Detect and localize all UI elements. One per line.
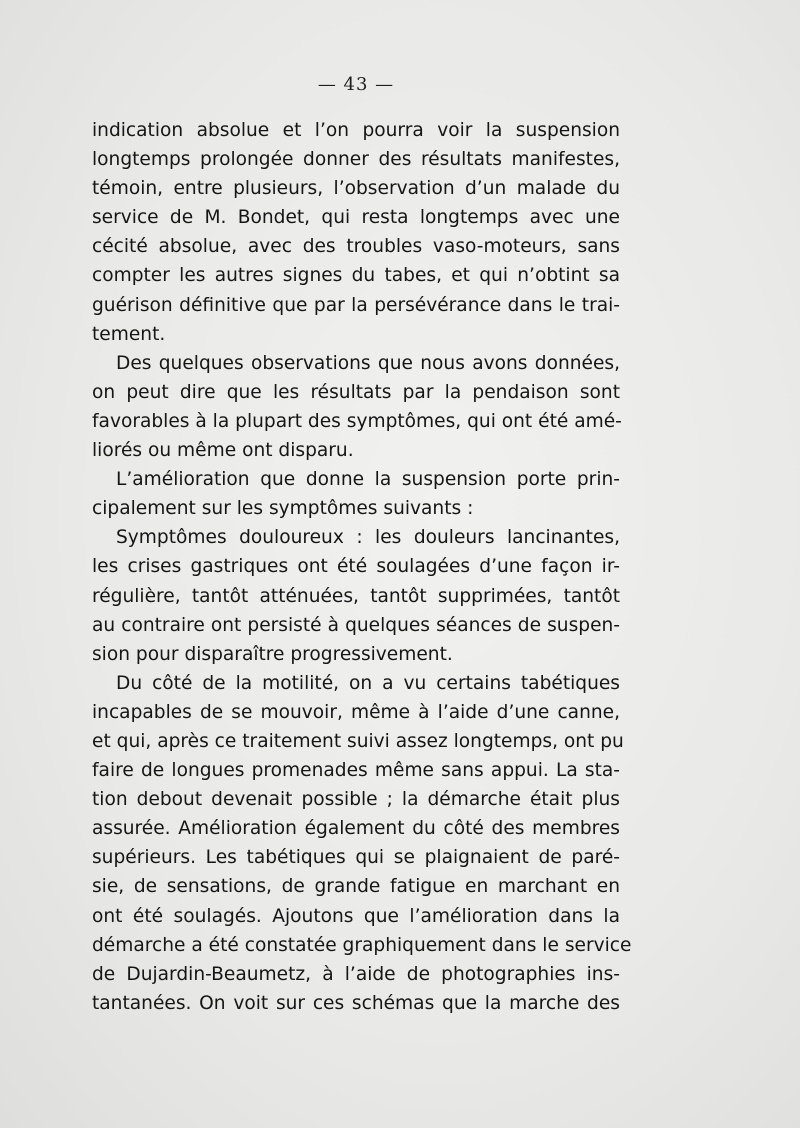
text-line: et qui, après ce traitement suivi assez longtemps, ont pu bbox=[92, 730, 624, 752]
text-line: service de M. Bondet, qui resta longtemps avec une bbox=[92, 207, 620, 229]
text-line: cipalement sur les symptômes suivants : bbox=[92, 498, 474, 520]
text-line: sie, de sensations, de grande fatigue en marchant en bbox=[92, 876, 620, 898]
text-line: témoin, entre plusieurs, l’observation d’un malade du bbox=[92, 178, 620, 200]
text-line: favorables à la plupart des symptômes, qui ont été amé- bbox=[92, 410, 622, 432]
text-line: les crises gastriques ont été soulagées d’une façon ir- bbox=[92, 556, 620, 578]
text-line: Symptômes douloureux : les douleurs lancinantes, bbox=[116, 527, 620, 549]
text-line: incapables de se mouvoir, même à l’aide d’une canne, bbox=[92, 701, 620, 723]
text-line: on peut dire que les résultats par la pendaison sont bbox=[92, 381, 620, 403]
text-line: de Dujardin-Beaumetz, à l’aide de photographies ins- bbox=[92, 963, 620, 985]
text-line: sion pour disparaître progressivement. bbox=[92, 643, 453, 665]
text-line: faire de longues promenades même sans appui. La sta- bbox=[92, 760, 620, 782]
text-line: cécité absolue, avec des troubles vaso-moteurs, sans bbox=[92, 236, 620, 258]
body-text bbox=[92, 116, 632, 1018]
text-line: tantanées. On voit sur ces schémas que la marche des bbox=[92, 992, 620, 1014]
text-line: Du côté de la motilité, on a vu certains tabétiques bbox=[116, 672, 620, 694]
text-line: liorés ou même ont disparu. bbox=[92, 440, 354, 462]
text-line: L’amélioration que donne la suspension porte prin- bbox=[116, 469, 620, 491]
page-number: — 43 — bbox=[317, 74, 395, 95]
text-line: ont été soulagés. Ajoutons que l’amélioration dans la bbox=[92, 905, 620, 927]
text-line: Des quelques observations que nous avons données, bbox=[116, 352, 620, 374]
text-line: supérieurs. Les tabétiques qui se plaignaient de paré- bbox=[92, 847, 620, 869]
text-line: assurée. Amélioration également du côté des membres bbox=[92, 818, 620, 840]
text-line: démarche a été constatée graphiquement dans le service bbox=[92, 934, 632, 956]
text-line: régulière, tantôt atténuées, tantôt supprimées, tantôt bbox=[92, 585, 620, 607]
text-line: longtemps prolongée donner des résultats manifestes, bbox=[92, 149, 620, 171]
text-line: compter les autres signes du tabes, et qui n’obtint sa bbox=[92, 265, 620, 287]
text-line: guérison définitive que par la persévérance dans le trai- bbox=[92, 294, 620, 316]
text-line: indication absolue et l’on pourra voir la suspension bbox=[92, 120, 620, 141]
text-line: tement. bbox=[92, 323, 166, 345]
text-line: au contraire ont persisté à quelques séances de suspen- bbox=[92, 614, 620, 636]
text-line: tion debout devenait possible ; la démarche était plus bbox=[92, 789, 620, 811]
